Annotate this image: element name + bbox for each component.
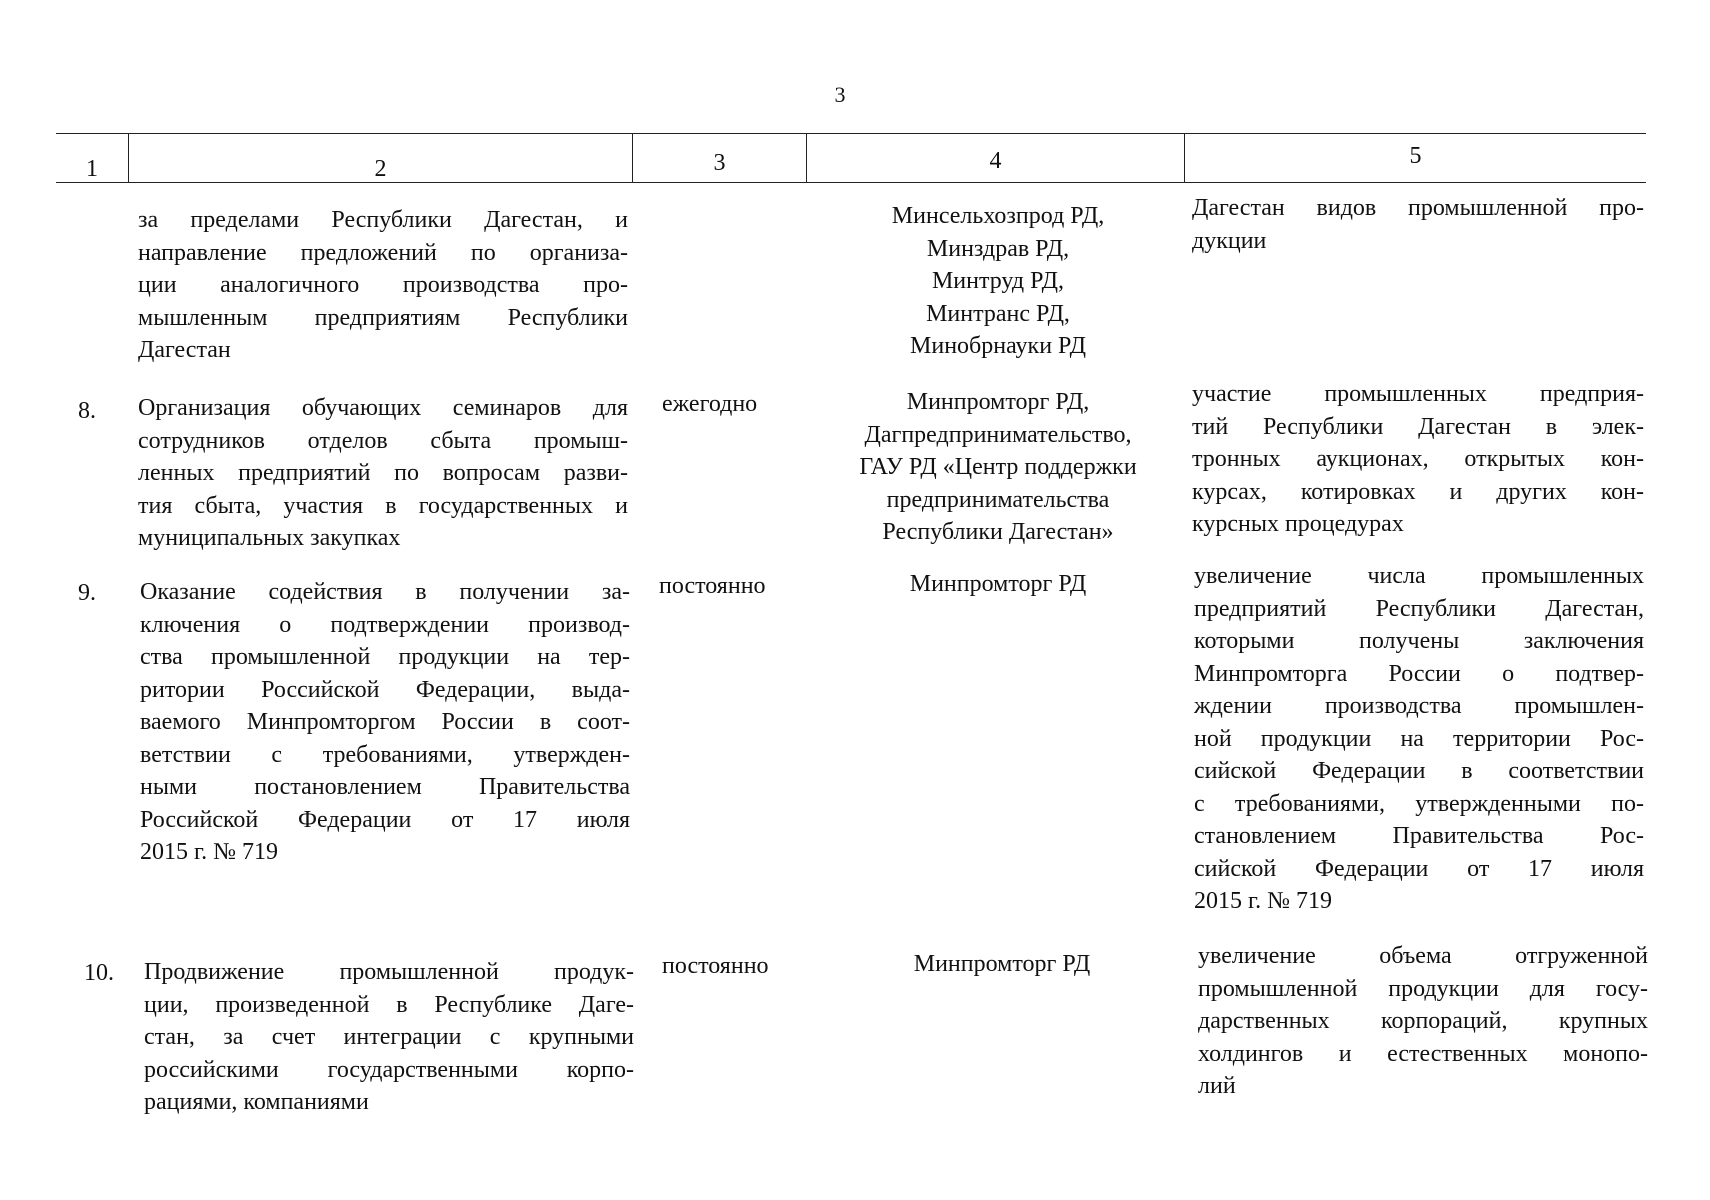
text-line: Минпромторг РД, bbox=[906, 389, 1090, 415]
text-line: Республики Дагестан» bbox=[882, 519, 1114, 545]
text-line: Минздрав РД, bbox=[926, 235, 1070, 262]
text-line: предприятий Республики Дагестан, bbox=[1194, 595, 1644, 622]
row-measure bbox=[140, 576, 630, 869]
continuation-measure bbox=[138, 204, 628, 367]
text-line: стан, за счет интеграции с крупными bbox=[144, 1024, 634, 1050]
text-line: ства промышленной продукции на тер- bbox=[140, 644, 630, 670]
text-line: с требованиями, утвержденными по- bbox=[1194, 790, 1644, 817]
text-line: Дагпредпринимательство, bbox=[864, 421, 1132, 448]
text-line: сийской Федерации от 17 июля bbox=[1194, 855, 1644, 882]
text-line: 2015 г. № 719 bbox=[1194, 888, 1333, 914]
text-line: российскими государственными корпо- bbox=[144, 1056, 634, 1083]
text-line: Минтруд РД, bbox=[931, 268, 1065, 294]
text-line: промышленной продукции для госу- bbox=[1198, 975, 1648, 1002]
text-line: курсах, котировках и других кон- bbox=[1192, 478, 1644, 505]
text-line: Российской Федерации от 17 июля bbox=[140, 806, 630, 833]
text-line: тий Республики Дагестан в элек- bbox=[1192, 413, 1644, 440]
text-line: курсных процедурах bbox=[1192, 511, 1404, 537]
row-measure bbox=[138, 392, 628, 555]
text-line: Минсельхозпрод РД, bbox=[891, 203, 1105, 229]
text-line: Минпромторг РД bbox=[909, 571, 1087, 597]
row-result bbox=[1192, 378, 1644, 541]
text-line: дукции bbox=[1192, 227, 1267, 254]
text-line: Продвижение промышленной продук- bbox=[144, 959, 634, 985]
text-line: направление предложений по организа- bbox=[138, 239, 628, 266]
text-line: мышленным предприятиям Республики bbox=[138, 304, 628, 331]
text-line: Минобрнауки РД bbox=[910, 333, 1086, 359]
row-measure bbox=[144, 956, 634, 1119]
text-line: холдингов и естественных монопо- bbox=[1198, 1040, 1648, 1067]
text-line: за пределами Республики Дагестан, и bbox=[138, 207, 628, 233]
text-line: ваемого Минпромторгом России в соот- bbox=[140, 709, 630, 735]
text-line: Оказание содействия в получении за- bbox=[140, 579, 630, 605]
text-line: 2015 г. № 719 bbox=[140, 839, 279, 865]
text-line: дарственных корпораций, крупных bbox=[1198, 1008, 1648, 1034]
row-executors bbox=[812, 568, 1184, 601]
text-line: ГАУ РД «Центр поддержки bbox=[859, 454, 1137, 480]
header-top-rule bbox=[56, 133, 1646, 134]
text-line: лий bbox=[1198, 1073, 1236, 1099]
text-line: ключения о подтверждении производ- bbox=[140, 611, 630, 638]
text-line: становлением Правительства Рос- bbox=[1194, 823, 1644, 849]
text-line: Минтранс РД, bbox=[926, 300, 1070, 327]
continuation-executors bbox=[812, 200, 1184, 363]
text-line: Минпромторга России о подтвер- bbox=[1194, 660, 1644, 687]
row-term: постоянно bbox=[662, 953, 769, 979]
text-line: ции, произведенной в Республике Даге- bbox=[144, 991, 634, 1018]
text-line: ной продукции на территории Рос- bbox=[1194, 725, 1644, 752]
text-line: сотрудников отделов сбыта промыш- bbox=[138, 427, 628, 454]
page-number: 3 bbox=[834, 82, 846, 107]
text-line: сийской Федерации в соответствии bbox=[1194, 758, 1644, 784]
text-line: ветствии с требованиями, утвержден- bbox=[140, 741, 630, 768]
header-col-1: 1 bbox=[86, 156, 98, 182]
continuation-result bbox=[1192, 192, 1644, 257]
text-line: муниципальных закупках bbox=[138, 525, 401, 551]
text-line: тия сбыта, участия в государственных и bbox=[138, 492, 628, 519]
text-line: ленных предприятий по вопросам разви- bbox=[138, 460, 628, 486]
text-line: Дагестан видов промышленной про- bbox=[1192, 195, 1644, 221]
text-line: предпринимательства bbox=[886, 486, 1110, 513]
text-line: ритории Российской Федерации, выда- bbox=[140, 676, 630, 703]
row-term: ежегодно bbox=[662, 391, 758, 417]
row-executors bbox=[816, 948, 1188, 981]
row-number: 10. bbox=[84, 960, 114, 986]
text-line: ждении производства промышлен- bbox=[1194, 693, 1644, 719]
row-term: постоянно bbox=[659, 573, 766, 599]
text-line: Дагестан bbox=[138, 337, 231, 363]
row-number: 9. bbox=[78, 580, 96, 606]
text-line: тронных аукционах, открытых кон- bbox=[1192, 446, 1644, 472]
header-col-5: 5 bbox=[1409, 143, 1422, 169]
header-col-3: 3 bbox=[713, 150, 726, 176]
text-line: рациями, компаниями bbox=[144, 1089, 369, 1115]
header-col-2: 2 bbox=[374, 156, 387, 182]
text-line: ции аналогичного производства про- bbox=[138, 272, 628, 298]
text-line: ными постановлением Правительства bbox=[140, 774, 630, 800]
text-line: Минпромторг РД bbox=[913, 951, 1091, 977]
row-result bbox=[1198, 940, 1648, 1103]
text-line: увеличение объема отгруженной bbox=[1198, 943, 1648, 969]
row-number: 8. bbox=[78, 398, 96, 424]
text-line: которыми получены заключения bbox=[1194, 628, 1644, 654]
text-line: Организация обучающих семинаров для bbox=[138, 395, 628, 421]
text-line: участие промышленных предприя- bbox=[1192, 381, 1644, 407]
header-col-4: 4 bbox=[989, 148, 1002, 174]
row-executors bbox=[812, 386, 1184, 549]
text-line: увеличение числа промышленных bbox=[1194, 563, 1644, 589]
row-result bbox=[1194, 560, 1644, 918]
